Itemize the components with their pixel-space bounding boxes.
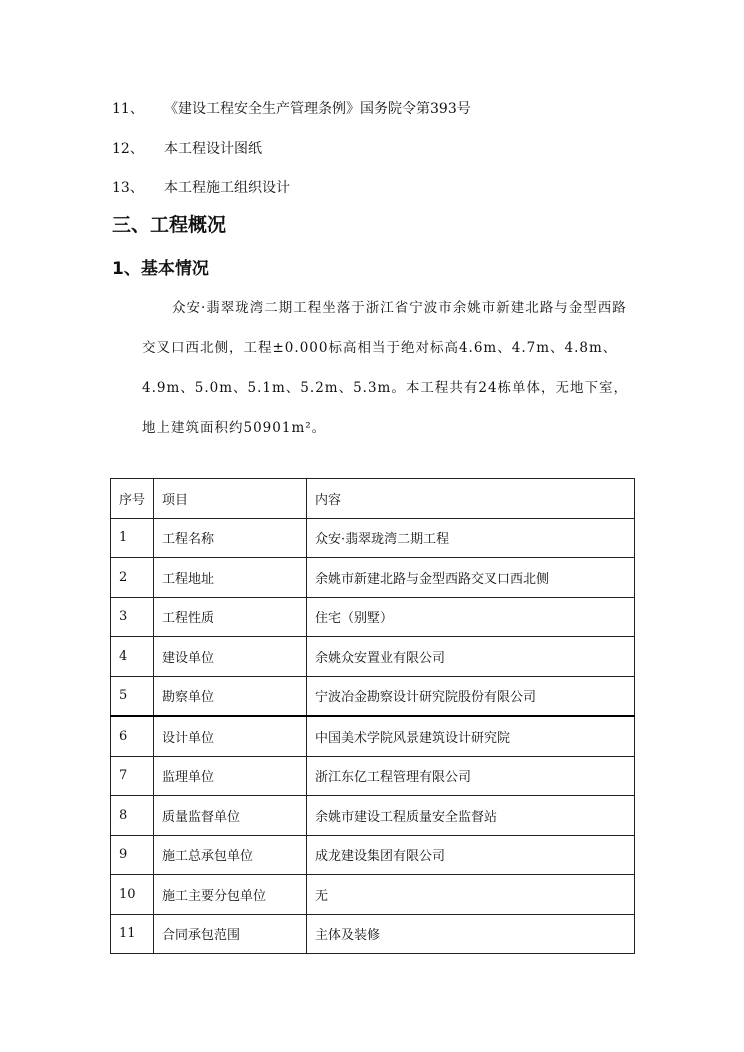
table-cell: 施工主要分包单位 <box>154 875 307 915</box>
table-row <box>111 835 635 875</box>
table-cell: 余姚市新建北路与金型西路交叉口西北侧 <box>307 558 635 598</box>
item-text: 《建设工程安全生产管理条例》国务院令第393号 <box>164 101 471 117</box>
table-cell: 1 <box>111 518 154 558</box>
table-row <box>111 796 635 836</box>
table-cell: 成龙建设集团有限公司 <box>307 835 635 875</box>
table-cell: 4 <box>111 637 154 677</box>
project-info-table <box>110 478 635 954</box>
table-cell: 浙江东亿工程管理有限公司 <box>307 756 635 796</box>
table-cell: 工程性质 <box>154 597 307 637</box>
table-cell: 余姚市建设工程质量安全监督站 <box>307 796 635 836</box>
table-cell: 监理单位 <box>154 756 307 796</box>
table-cell: 9 <box>111 835 154 875</box>
table-row <box>111 637 635 677</box>
reference-item <box>112 138 262 158</box>
table-row <box>111 914 635 954</box>
table-cell: 6 <box>111 716 154 756</box>
overview-paragraph: 众安·翡翠珑湾二期工程坐落于浙江省宁波市余姚市新建北路与金型西路交叉口西北侧，工程±0.000标高相当于绝对标高4.6m、4.7m、4.8m、4.9m、5.0m、5.1m、5.2m、5.3m。本工程共有24栋单体，无地下室，地上建筑面积约50901m²。 <box>142 300 629 436</box>
reference-item <box>112 98 471 118</box>
section-title: 三、工程概况 <box>112 214 227 236</box>
table-cell: 3 <box>111 597 154 637</box>
table-row <box>111 518 635 558</box>
table-cell: 5 <box>111 676 154 716</box>
table-cell: 7 <box>111 756 154 796</box>
header-cell: 项目 <box>154 479 307 519</box>
item-text: 本工程设计图纸 <box>164 141 262 157</box>
item-text: 本工程施工组织设计 <box>164 180 290 196</box>
table-row <box>111 597 635 637</box>
table-cell: 主体及装修 <box>307 914 635 954</box>
header-cell: 序号 <box>111 479 154 519</box>
table-cell: 众安·翡翠珑湾二期工程 <box>307 518 635 558</box>
table-row <box>111 875 635 915</box>
table-cell: 质量监督单位 <box>154 796 307 836</box>
table-cell: 2 <box>111 558 154 598</box>
table-cell: 施工总承包单位 <box>154 835 307 875</box>
subsection-title: 1、基本情况 <box>112 259 209 279</box>
table-row <box>111 716 635 756</box>
table-cell: 住宅（别墅） <box>307 597 635 637</box>
table-row <box>111 676 635 716</box>
table-cell: 8 <box>111 796 154 836</box>
table-row <box>111 558 635 598</box>
table-cell: 11 <box>111 914 154 954</box>
table-header-row <box>111 479 635 519</box>
item-number: 11、 <box>112 101 144 117</box>
item-number: 12、 <box>112 141 144 157</box>
table-cell: 合同承包范围 <box>154 914 307 954</box>
table-cell: 宁波冶金勘察设计研究院股份有限公司 <box>307 676 635 716</box>
table-cell: 设计单位 <box>154 716 307 756</box>
table-cell: 中国美术学院风景建筑设计研究院 <box>307 716 635 756</box>
table-cell: 余姚众安置业有限公司 <box>307 637 635 677</box>
table-row <box>111 756 635 796</box>
table-cell: 工程名称 <box>154 518 307 558</box>
reference-item <box>112 177 290 197</box>
table-cell: 建设单位 <box>154 637 307 677</box>
table-cell: 工程地址 <box>154 558 307 598</box>
table-cell: 勘察单位 <box>154 676 307 716</box>
table-cell: 无 <box>307 875 635 915</box>
table-cell: 10 <box>111 875 154 915</box>
header-cell: 内容 <box>307 479 635 519</box>
item-number: 13、 <box>112 180 144 196</box>
